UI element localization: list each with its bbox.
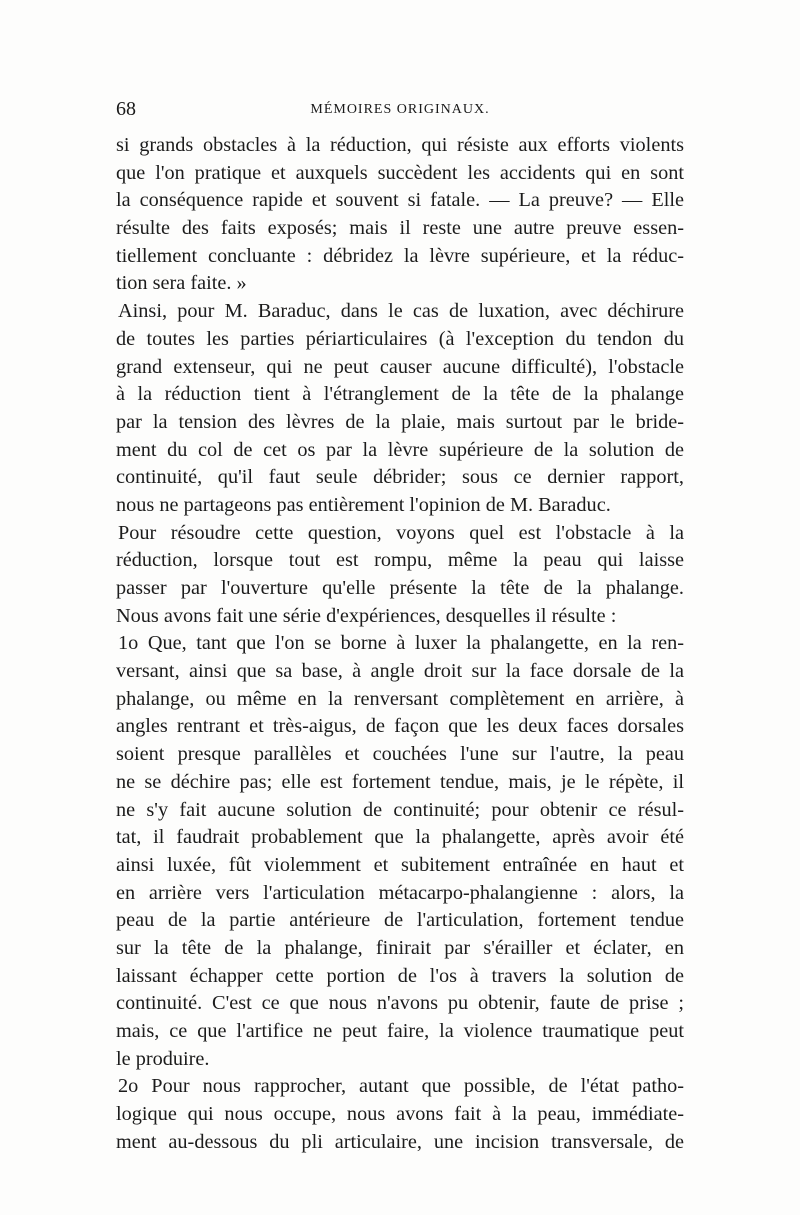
text-line: mais, ce que l'artifice ne peut faire, la violence traumatique peut xyxy=(116,1020,684,1042)
text-line: ment du col de cet os par la lèvre supérieure de la solution de xyxy=(116,438,684,461)
text-line: ment au-dessous du pli articulaire, une incision transversale, de xyxy=(116,1130,684,1153)
text-line: par la tension des lèvres de la plaie, mais surtout par le bride- xyxy=(116,410,684,433)
text-line: ainsi luxée, fût violemment et subitement entraînée en haut et xyxy=(116,853,684,876)
text-line: résulte des faits exposés; mais il reste une autre preuve essen- xyxy=(116,217,684,240)
text-line: tiellement concluante : débridez la lèvre supérieure, et la réduc- xyxy=(116,244,684,267)
paragraph-start-line: 2o Pour nous rapprocher, autant que possible, de l'état patho- xyxy=(118,1075,684,1098)
text-line: que l'on pratique et auxquels succèdent les accidents qui en sont xyxy=(116,161,684,184)
text-line: tion sera faite. » xyxy=(116,272,247,295)
text-line: nous ne partageons pas entièrement l'opinion de M. Baraduc. xyxy=(116,493,611,516)
paragraph-start-line: Pour résoudre cette question, voyons quel est l'obstacle à la xyxy=(118,521,684,544)
page-header xyxy=(116,96,684,126)
text-line: continuité, qu'il faut seule débrider; sous ce dernier rapport, xyxy=(116,466,684,489)
text-line: à la réduction tient à l'étranglement de la tête de la phalange xyxy=(116,383,684,406)
paragraph-start-line: Ainsi, pour M. Baraduc, dans le cas de luxation, avec déchirure xyxy=(118,300,684,323)
text-line: de toutes les parties périarticulaires (à l'exception du tendon du xyxy=(116,327,684,350)
text-line: versant, ainsi que sa base, à angle droit sur la face dorsale de la xyxy=(116,660,684,683)
text-line: passer par l'ouverture qu'elle présente la tête de la phalange. xyxy=(116,577,684,599)
paragraph-start-line: 1o Que, tant que l'on se borne à luxer la phalangette, en la ren- xyxy=(118,632,684,655)
page-number: 68 xyxy=(116,98,136,120)
text-line: si grands obstacles à la réduction, qui résiste aux efforts violents xyxy=(116,134,684,156)
text-line: laissant échapper cette portion de l'os à travers la solution de xyxy=(116,964,684,987)
text-line: Nous avons fait une série d'expériences, desquelles il résulte : xyxy=(116,604,617,627)
text-line: le produire. xyxy=(116,1047,210,1070)
text-line: en arrière vers l'articulation métacarpo-phalangienne : alors, la xyxy=(116,881,684,904)
text-line: ne s'y fait aucune solution de continuité; pour obtenir ce résul- xyxy=(116,798,684,821)
text-line: continuité. C'est ce que nous n'avons pu obtenir, faute de prise ; xyxy=(116,992,684,1015)
running-head: MÉMOIRES ORIGINAUX. xyxy=(310,102,490,117)
text-line: logique qui nous occupe, nous avons fait à la peau, immédiate- xyxy=(116,1103,684,1126)
text-line: soient presque parallèles et couchées l'une sur l'autre, la peau xyxy=(116,743,684,766)
text-line: sur la tête de la phalange, finirait par s'érailler et éclater, en xyxy=(116,936,684,959)
text-line: ne se déchire pas; elle est fortement tendue, mais, je le répète, il xyxy=(116,770,684,793)
text-line: angles rentrant et très-aigus, de façon que les deux faces dorsales xyxy=(116,715,684,738)
text-line: phalange, ou même en la renversant complètement en arrière, à xyxy=(116,687,684,710)
text-line: peau de la partie antérieure de l'articulation, fortement tendue xyxy=(116,909,684,932)
text-line: grand extenseur, qui ne peut causer aucune difficulté), l'obstacle xyxy=(116,355,684,378)
text-line: la conséquence rapide et souvent si fatale. — La preuve? — Elle xyxy=(116,189,684,212)
text-line: tat, il faudrait probablement que la phalangette, après avoir été xyxy=(116,826,684,849)
body-text xyxy=(116,132,684,1156)
text-line: réduction, lorsque tout est rompu, même la peau qui laisse xyxy=(116,549,684,572)
